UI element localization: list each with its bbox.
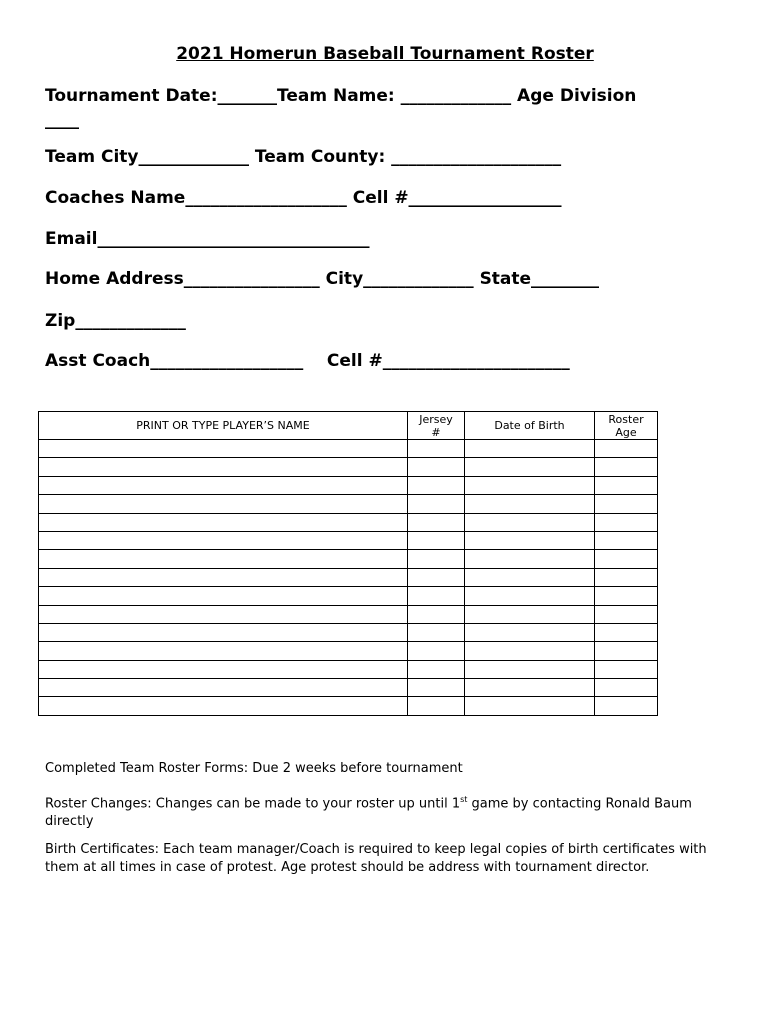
header-jersey-label-1: Jersey bbox=[419, 412, 453, 426]
table-row bbox=[39, 458, 658, 476]
jersey-cell[interactable] bbox=[408, 697, 465, 715]
header-age-label-2: Age bbox=[615, 425, 637, 439]
note-roster-changes-sup: st bbox=[460, 795, 468, 804]
jersey-cell[interactable] bbox=[408, 513, 465, 531]
jersey-cell[interactable] bbox=[408, 642, 465, 660]
date-of-birth-cell[interactable] bbox=[465, 568, 595, 586]
jersey-cell[interactable] bbox=[408, 476, 465, 494]
date-of-birth-cell[interactable] bbox=[465, 697, 595, 715]
roster-age-cell[interactable] bbox=[595, 495, 658, 513]
date-of-birth-cell[interactable] bbox=[465, 642, 595, 660]
header-jersey-label-2: # bbox=[431, 425, 441, 439]
note-roster-changes-post: game by contacting Ronald Baum directly bbox=[45, 796, 692, 830]
date-of-birth-cell[interactable] bbox=[465, 531, 595, 549]
player-name-cell[interactable] bbox=[39, 513, 408, 531]
player-name-cell[interactable] bbox=[39, 605, 408, 623]
header-jersey bbox=[408, 412, 465, 440]
player-name-cell[interactable] bbox=[39, 440, 408, 458]
player-name-cell[interactable] bbox=[39, 642, 408, 660]
roster-age-cell[interactable] bbox=[595, 697, 658, 715]
roster-body bbox=[39, 440, 658, 716]
jersey-cell[interactable] bbox=[408, 440, 465, 458]
page-title: 2021 Homerun Baseball Tournament Roster bbox=[176, 44, 594, 64]
table-row bbox=[39, 513, 658, 531]
table-row bbox=[39, 697, 658, 715]
roster-age-cell[interactable] bbox=[595, 513, 658, 531]
player-name-cell[interactable] bbox=[39, 476, 408, 494]
roster-age-cell[interactable] bbox=[595, 531, 658, 549]
player-name-cell[interactable] bbox=[39, 623, 408, 641]
jersey-cell[interactable] bbox=[408, 458, 465, 476]
roster-table bbox=[38, 411, 658, 716]
table-row bbox=[39, 568, 658, 586]
date-of-birth-cell[interactable] bbox=[465, 679, 595, 697]
player-name-cell[interactable] bbox=[39, 587, 408, 605]
jersey-cell[interactable] bbox=[408, 679, 465, 697]
date-of-birth-cell[interactable] bbox=[465, 587, 595, 605]
roster-age-cell[interactable] bbox=[595, 642, 658, 660]
table-row bbox=[39, 605, 658, 623]
roster-age-cell[interactable] bbox=[595, 550, 658, 568]
date-of-birth-cell[interactable] bbox=[465, 440, 595, 458]
player-name-cell[interactable] bbox=[39, 697, 408, 715]
player-name-cell[interactable] bbox=[39, 550, 408, 568]
jersey-cell[interactable] bbox=[408, 605, 465, 623]
player-name-cell[interactable] bbox=[39, 495, 408, 513]
date-of-birth-cell[interactable] bbox=[465, 458, 595, 476]
roster-age-cell[interactable] bbox=[595, 587, 658, 605]
jersey-cell[interactable] bbox=[408, 531, 465, 549]
jersey-cell[interactable] bbox=[408, 660, 465, 678]
header-player-name-label: PRINT OR TYPE PLAYER’S NAME bbox=[136, 419, 310, 432]
header-date-of-birth bbox=[465, 412, 595, 440]
table-row bbox=[39, 476, 658, 494]
jersey-cell[interactable] bbox=[408, 568, 465, 586]
jersey-cell[interactable] bbox=[408, 623, 465, 641]
roster-age-cell[interactable] bbox=[595, 605, 658, 623]
table-row bbox=[39, 660, 658, 678]
date-of-birth-cell[interactable] bbox=[465, 476, 595, 494]
date-of-birth-cell[interactable] bbox=[465, 623, 595, 641]
coaches-name-cell-line[interactable]: Coaches Name___________________ Cell #__________________ bbox=[45, 188, 562, 208]
jersey-cell[interactable] bbox=[408, 587, 465, 605]
header-age-label-1: Roster bbox=[608, 412, 644, 426]
note-birth-certificates: Birth Certificates: Each team manager/Coach is required to keep legal copies of birth certificates with them at all times in case of protest. Age protest should be address with tournament director. bbox=[45, 842, 707, 875]
date-of-birth-cell[interactable] bbox=[465, 550, 595, 568]
roster-age-cell[interactable] bbox=[595, 458, 658, 476]
roster-age-cell[interactable] bbox=[595, 440, 658, 458]
asst-coach-cell-line[interactable]: Asst Coach__________________ Cell #______________________ bbox=[45, 351, 570, 371]
header-player-name bbox=[39, 412, 408, 440]
table-row bbox=[39, 531, 658, 549]
tournament-date-team-name-line[interactable]: Tournament Date:_______Team Name: _____________ Age Division bbox=[45, 86, 637, 106]
player-name-cell[interactable] bbox=[39, 679, 408, 697]
date-of-birth-cell[interactable] bbox=[465, 660, 595, 678]
date-of-birth-cell[interactable] bbox=[465, 605, 595, 623]
table-row bbox=[39, 679, 658, 697]
roster-age-cell[interactable] bbox=[595, 568, 658, 586]
date-of-birth-cell[interactable] bbox=[465, 513, 595, 531]
note-roster-changes-pre: Roster Changes: Changes can be made to your roster up until 1 bbox=[45, 796, 461, 812]
table-row bbox=[39, 495, 658, 513]
player-name-cell[interactable] bbox=[39, 568, 408, 586]
player-name-cell[interactable] bbox=[39, 458, 408, 476]
table-row bbox=[39, 642, 658, 660]
player-name-cell[interactable] bbox=[39, 660, 408, 678]
roster-age-cell[interactable] bbox=[595, 660, 658, 678]
jersey-cell[interactable] bbox=[408, 550, 465, 568]
team-city-county-line[interactable]: Team City_____________ Team County: ____________________ bbox=[45, 147, 562, 167]
table-row bbox=[39, 550, 658, 568]
zip-line[interactable]: Zip_____________ bbox=[45, 311, 186, 331]
roster-age-cell[interactable] bbox=[595, 623, 658, 641]
table-row bbox=[39, 587, 658, 605]
table-row bbox=[39, 623, 658, 641]
roster-header-row bbox=[39, 412, 658, 440]
roster-age-cell[interactable] bbox=[595, 679, 658, 697]
player-name-cell[interactable] bbox=[39, 531, 408, 549]
date-of-birth-cell[interactable] bbox=[465, 495, 595, 513]
header-roster-age bbox=[595, 412, 658, 440]
note-roster-changes bbox=[45, 791, 735, 831]
home-address-city-state-line[interactable]: Home Address________________ City_____________ State________ bbox=[45, 269, 600, 289]
jersey-cell[interactable] bbox=[408, 495, 465, 513]
age-division-blank[interactable]: ____ bbox=[45, 110, 79, 130]
header-dob-label: Date of Birth bbox=[494, 419, 565, 432]
email-line[interactable]: Email________________________________ bbox=[45, 229, 370, 249]
note-completed-forms: Completed Team Roster Forms: Due 2 weeks before tournament bbox=[45, 761, 463, 776]
roster-age-cell[interactable] bbox=[595, 476, 658, 494]
table-row bbox=[39, 440, 658, 458]
